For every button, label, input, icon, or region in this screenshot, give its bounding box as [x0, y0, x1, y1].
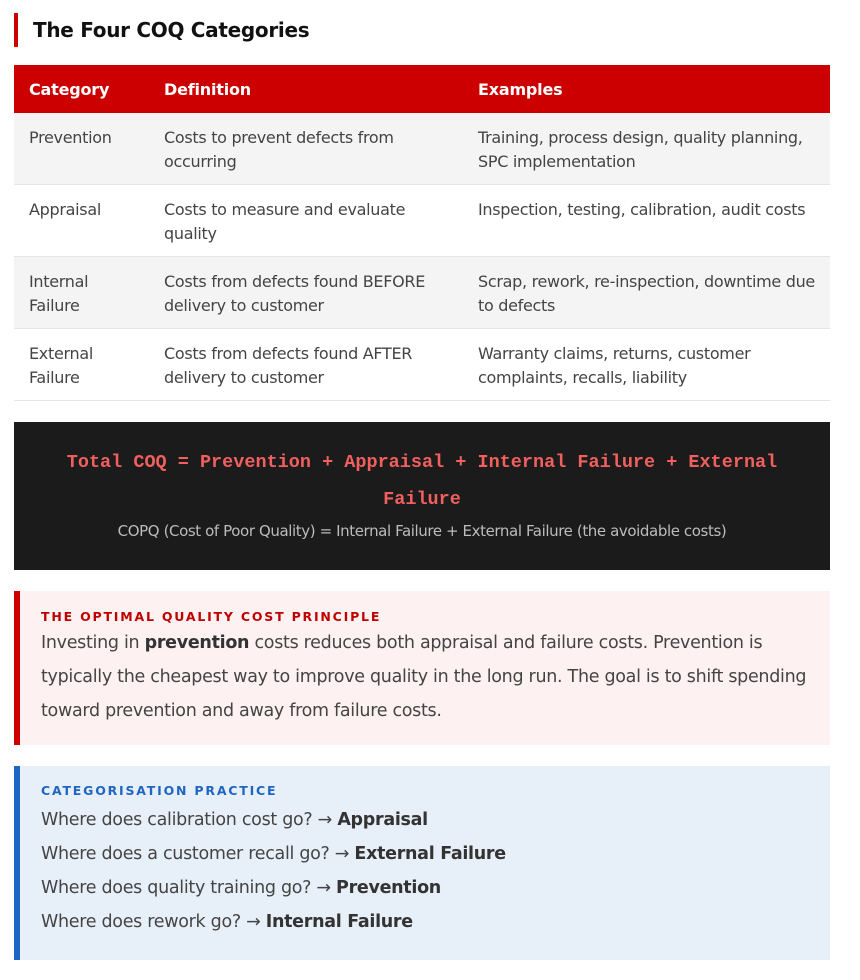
practice-callout: [14, 766, 830, 960]
cell-category: Prevention: [14, 113, 149, 185]
principle-callout: [14, 591, 830, 745]
cell-examples: Training, process design, quality planning, SPC implementation: [463, 113, 830, 185]
principle-text-before: Investing in: [41, 633, 145, 653]
cell-definition: Costs from defects found AFTER delivery to customer: [149, 329, 463, 401]
cell-examples: Warranty claims, returns, customer complaints, recalls, liability: [463, 329, 830, 401]
cell-definition: Costs to measure and evaluate quality: [149, 185, 463, 257]
practice-item: [41, 803, 810, 837]
table-row-external-failure: [14, 329, 830, 401]
practice-question: Where does calibration cost go? →: [41, 810, 338, 830]
section-title: The Four COQ Categories: [14, 13, 830, 47]
cell-category: Appraisal: [14, 185, 149, 257]
principle-text: [41, 626, 810, 728]
table-row-appraisal: [14, 185, 830, 257]
practice-question: Where does quality training go? →: [41, 878, 337, 898]
page-content: [14, 0, 830, 960]
practice-answer: External Failure: [354, 844, 506, 864]
practice-label: CATEGORISATION PRACTICE: [41, 783, 278, 798]
column-header-category: Category: [14, 65, 149, 113]
cell-category: External Failure: [14, 329, 149, 401]
cell-examples: Inspection, testing, calibration, audit costs: [463, 185, 830, 257]
cell-category: Internal Failure: [14, 257, 149, 329]
table-header-row: [14, 65, 830, 113]
principle-text-bold: prevention: [144, 633, 250, 653]
cell-definition: Costs from defects found BEFORE delivery to customer: [149, 257, 463, 329]
cell-examples: Scrap, rework, re-inspection, downtime due to defects: [463, 257, 830, 329]
cell-definition: Costs to prevent defects from occurring: [149, 113, 463, 185]
practice-item: [41, 837, 810, 871]
copq-note: COPQ (Cost of Poor Quality) = Internal Failure + External Failure (the avoidable costs): [117, 522, 727, 540]
practice-item: [41, 905, 810, 939]
principle-text-after: costs reduces both appraisal and failure costs. Prevention is typically the cheapest way to improve quality in the long run. The goal is to shift spending toward prevention and away from failure costs.: [41, 633, 807, 721]
practice-item: [41, 871, 810, 905]
column-header-examples: Examples: [463, 65, 830, 113]
practice-question: Where does a customer recall go? →: [41, 844, 355, 864]
principle-label: THE OPTIMAL QUALITY COST PRINCIPLE: [41, 609, 382, 624]
coq-categories-table: [14, 65, 830, 401]
column-header-definition: Definition: [149, 65, 463, 113]
formula-box: [14, 422, 830, 570]
practice-question: Where does rework go? →: [41, 912, 266, 932]
total-coq-formula: Total COQ = Prevention + Appraisal + Internal Failure + External Failure: [66, 452, 778, 510]
practice-answer: Appraisal: [337, 810, 428, 830]
practice-answer: Internal Failure: [265, 912, 413, 932]
table-row-prevention: [14, 113, 830, 185]
practice-answer: Prevention: [336, 878, 441, 898]
table-row-internal-failure: [14, 257, 830, 329]
